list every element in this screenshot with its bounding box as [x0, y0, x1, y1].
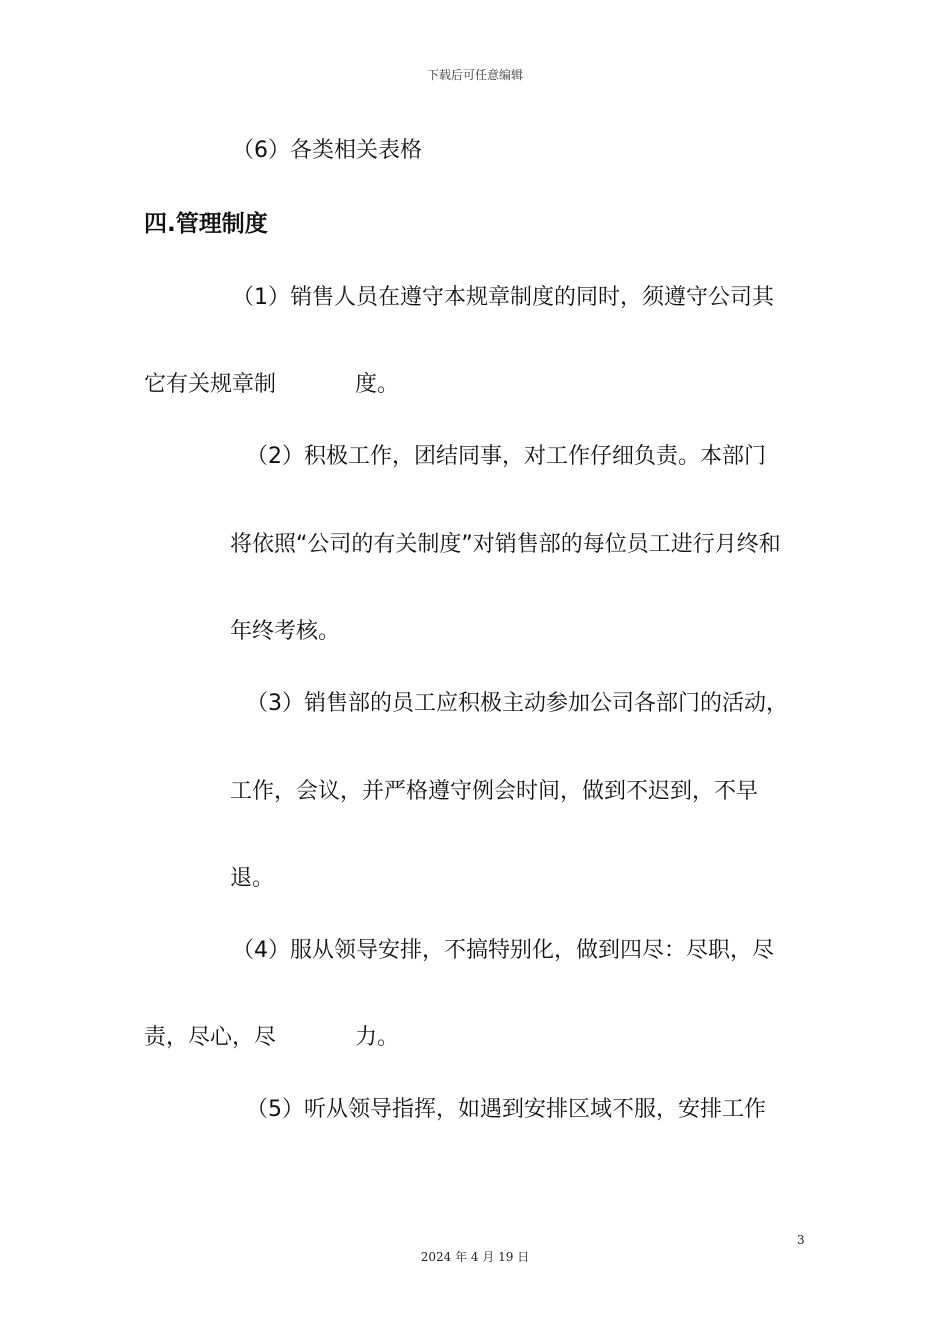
paragraph-2-line-3: 年终考核。 [230, 619, 341, 644]
page-header: 下载后可任意编辑 [426, 68, 523, 82]
paragraph-4-line-2a: 责，尽心，尽 [144, 1025, 277, 1050]
paragraph-5-line-1: （5）听从领导指挥，如遇到安排区域不服，安排工作 [246, 1097, 766, 1122]
page-number: 3 [797, 1233, 805, 1247]
paragraph-2-line-1: （2）积极工作，团结同事，对工作仔细负责。本部门 [246, 444, 766, 469]
paragraph-3-line-3: 退。 [230, 866, 275, 891]
paragraph-1-line-1: （1）销售人员在遵守本规章制度的同时，须遵守公司其 [232, 285, 774, 310]
paragraph-3-line-2: 工作，会议，并严格遵守例会时间，做到不迟到，不早 [230, 779, 759, 804]
paragraph-4-line-1: （4）服从领导安排，不搞特别化，做到四尽：尽职，尽 [232, 938, 774, 963]
paragraph-1-line-2b: 度。 [355, 372, 400, 397]
paragraph-2-line-2: 将依照“公司的有关制度”对销售部的每位员工进行月终和 [230, 532, 781, 557]
paragraph-1-line-2a: 它有关规章制 [144, 372, 277, 397]
paragraph-3-line-1: （3）销售部的员工应积极主动参加公司各部门的活动， [246, 691, 788, 716]
list-item-6: （6）各类相关表格 [232, 138, 422, 163]
footer-date: 2024 年 4 月 19 日 [420, 1250, 530, 1264]
section-title: 四.管理制度 [144, 211, 268, 237]
paragraph-4-line-2b: 力。 [355, 1025, 400, 1050]
